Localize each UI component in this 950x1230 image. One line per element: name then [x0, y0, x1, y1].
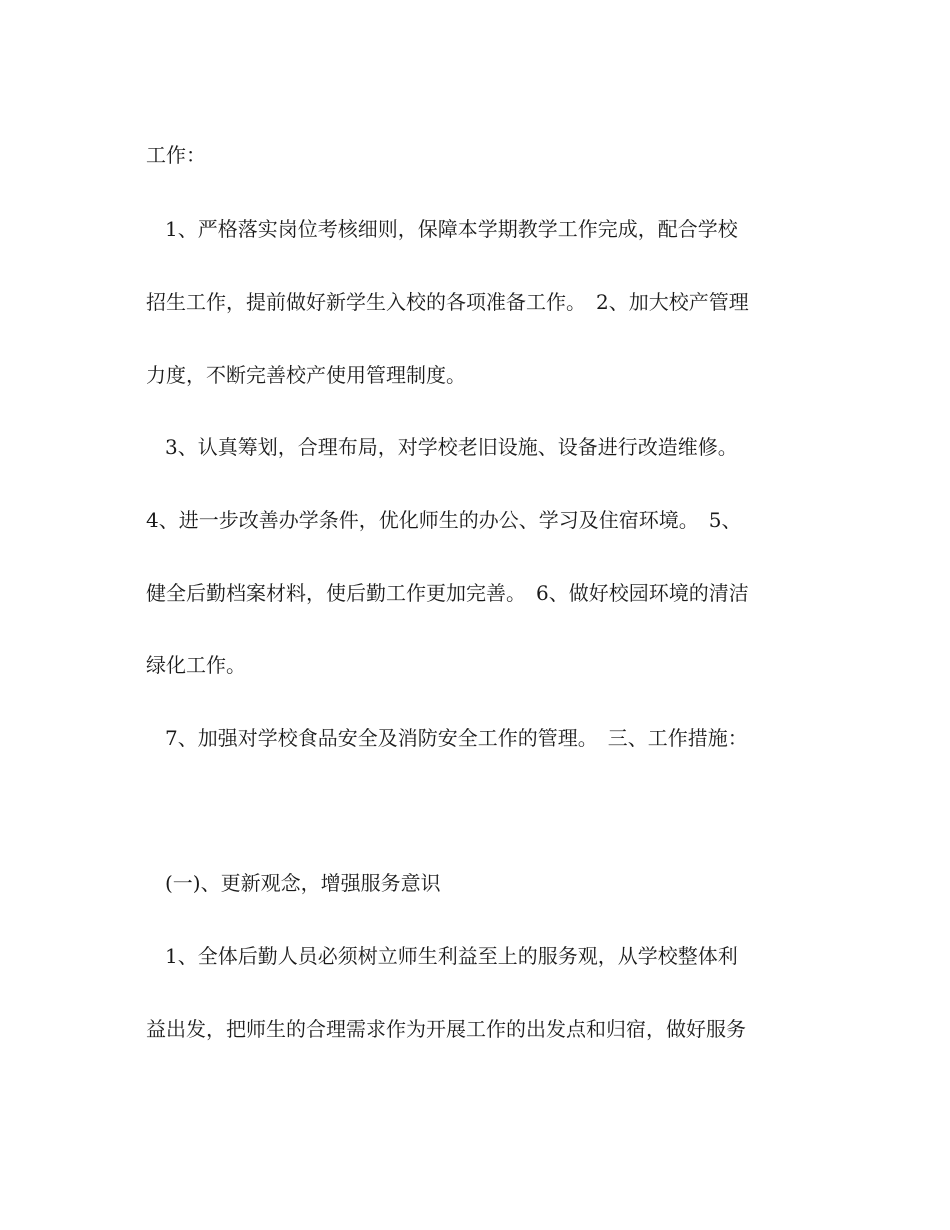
- text-line: 工作：: [146, 143, 206, 167]
- text-line: 益出发，把师生的合理需求作为开展工作的出发点和归宿，做好服务: [146, 1017, 746, 1041]
- text-line: 1、严格落实岗位考核细则，保障本学期教学工作完成，配合学校: [165, 217, 738, 241]
- text-line: 7、加强对学校食品安全及消防安全工作的管理。 三、工作措施：: [165, 726, 748, 750]
- section-heading: (一)、更新观念，增强服务意识: [165, 871, 441, 895]
- text-line: 绿化工作。: [146, 653, 246, 677]
- text-line: 招生工作，提前做好新学生入校的各项准备工作。 2、加大校产管理: [146, 290, 749, 314]
- text-line: 力度，不断完善校产使用管理制度。: [146, 363, 466, 387]
- text-line: 4、进一步改善办学条件，优化师生的办公、学习及住宿环境。 5、: [146, 508, 742, 532]
- text-line: 1、全体后勤人员必须树立师生利益至上的服务观，从学校整体利: [165, 944, 738, 968]
- text-line: 健全后勤档案材料，使后勤工作更加完善。 6、做好校园环境的清洁: [146, 581, 749, 605]
- text-line: 3、认真筹划，合理布局，对学校老旧设施、设备进行改造维修。: [165, 435, 738, 459]
